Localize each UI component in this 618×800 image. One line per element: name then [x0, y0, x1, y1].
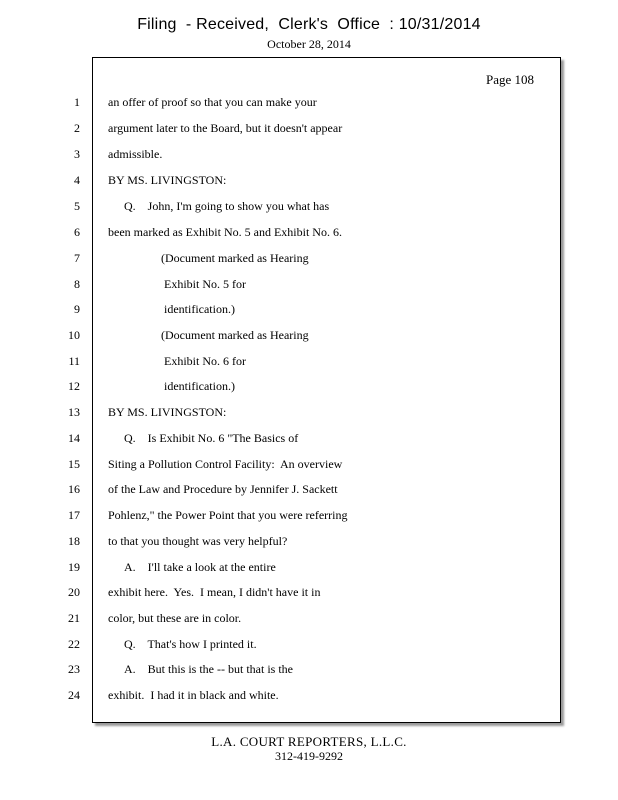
transcript-line: Exhibit No. 5 for	[164, 277, 246, 291]
line-number: 2	[74, 121, 80, 135]
line-number: 14	[68, 431, 80, 445]
line-number: 18	[68, 534, 80, 548]
line-number: 20	[68, 585, 80, 599]
transcript-line: Siting a Pollution Control Facility: An overview	[108, 457, 343, 471]
line-number: 13	[68, 405, 80, 419]
line-number: 24	[68, 688, 80, 702]
transcript-line: Q. John, I'm going to show you what has	[124, 199, 330, 213]
transcript-line: A. I'll take a look at the entire	[124, 560, 276, 574]
filing-stamp: Filing - Received, Clerk's Office : 10/31/2014	[137, 16, 481, 33]
transcript-line: to that you thought was very helpful?	[108, 534, 288, 548]
transcript-line: Exhibit No. 6 for	[164, 354, 246, 368]
line-number: 15	[68, 457, 80, 471]
line-number: 22	[68, 637, 80, 651]
transcript-line: been marked as Exhibit No. 5 and Exhibit No. 6.	[108, 225, 342, 239]
line-number: 9	[74, 302, 80, 316]
line-number: 10	[68, 328, 80, 342]
transcript-line: BY MS. LIVINGSTON:	[108, 405, 227, 419]
page-number: Page 108	[485, 72, 534, 87]
line-number: 19	[68, 560, 80, 574]
transcript-line: Pohlenz," the Power Point that you were referring	[108, 508, 348, 522]
line-number: 17	[68, 508, 80, 522]
transcript-line: argument later to the Board, but it doesn't appear	[108, 121, 343, 135]
transcript-line: identification.)	[164, 302, 235, 316]
transcript-line: admissible.	[108, 147, 163, 161]
transcript-line: BY MS. LIVINGSTON:	[108, 173, 227, 187]
reporter-phone: 312-419-9292	[275, 749, 343, 763]
transcript-line: of the Law and Procedure by Jennifer J. Sackett	[108, 482, 338, 496]
transcript-line: exhibit here. Yes. I mean, I didn't have it in	[108, 585, 321, 599]
transcript-line: an offer of proof so that you can make your	[108, 95, 317, 109]
transcript-line: A. But this is the -- but that is the	[124, 662, 293, 676]
transcript-line: identification.)	[164, 379, 235, 393]
line-number: 8	[74, 277, 80, 291]
transcript-line: exhibit. I had it in black and white.	[108, 688, 279, 702]
line-number: 12	[68, 379, 80, 393]
transcript-line: color, but these are in color.	[108, 611, 242, 625]
transcript-line: (Document marked as Hearing	[161, 328, 309, 342]
transcript-line: Q. Is Exhibit No. 6 "The Basics of	[124, 431, 299, 445]
transcript-date: October 28, 2014	[267, 37, 351, 51]
line-number: 7	[74, 251, 80, 265]
transcript-line: Q. That's how I printed it.	[124, 637, 257, 651]
line-number: 6	[74, 225, 80, 239]
line-number: 1	[74, 95, 80, 109]
line-number: 11	[68, 354, 80, 368]
line-number: 5	[74, 199, 80, 213]
line-number: 21	[68, 611, 80, 625]
line-number: 16	[68, 482, 80, 496]
reporter-company: L.A. COURT REPORTERS, L.L.C.	[211, 734, 407, 749]
line-number: 23	[68, 662, 80, 676]
line-number: 4	[74, 173, 80, 187]
transcript-line: (Document marked as Hearing	[161, 251, 309, 265]
line-number: 3	[74, 147, 80, 161]
